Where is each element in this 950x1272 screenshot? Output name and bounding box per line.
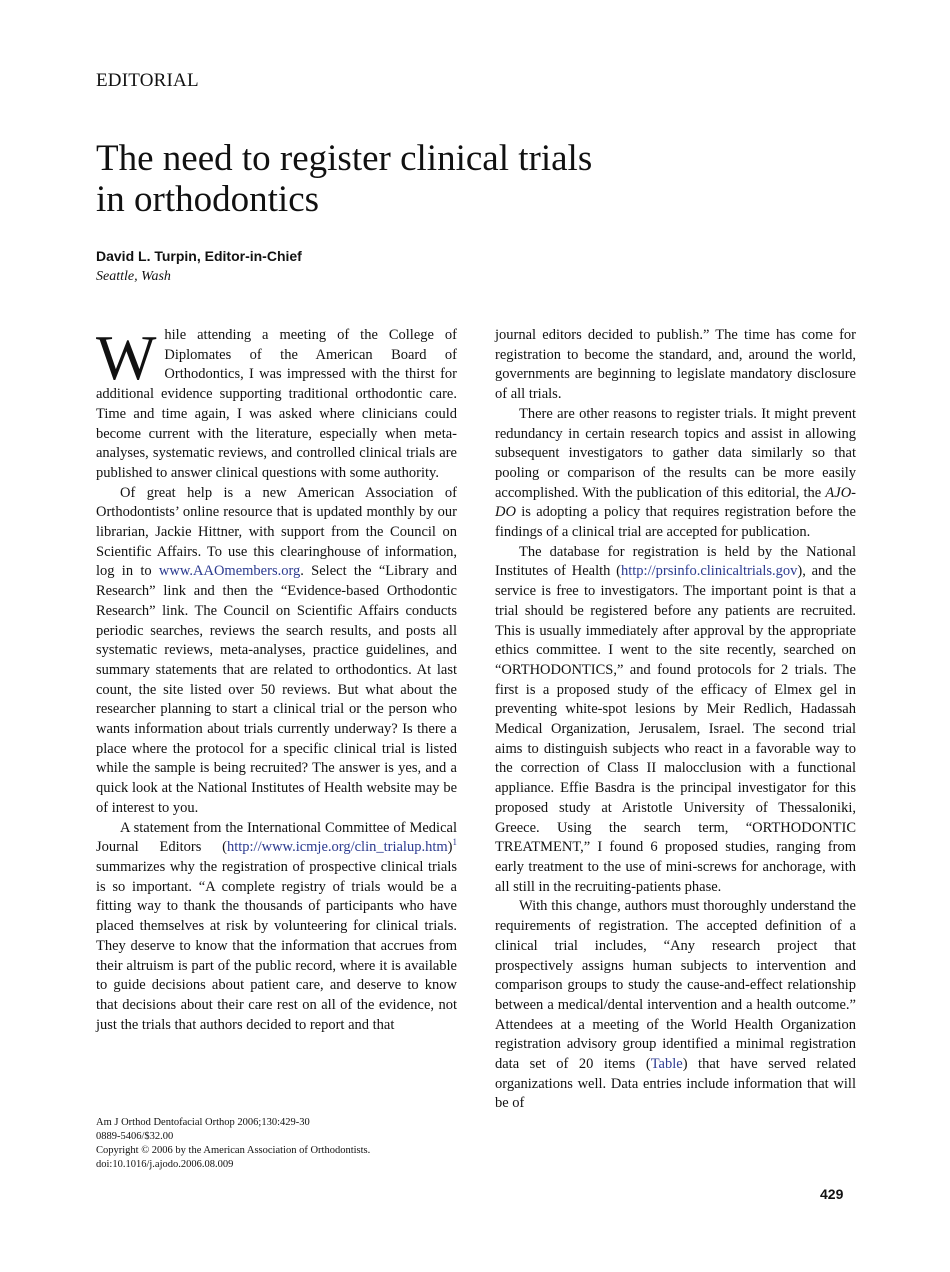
paragraph-text: summarizes why the registration of prospective clinical trials is so important. “A complete registry of trials would be a fitting way to thank the thousands of participants who have placed themselves at risk by volunteering for clinical trials. They deserve to know that the information that accrues from their altruism is part of the public record, where it is available to guide decisions about patient care, and deserve to know that decisions about their care rest on all of the evidence, not just the trials that authors decided to report and that <box>96 858 457 1033</box>
paragraph-text: There are other reasons to register trials. It might prevent redundancy in certain research topics and assist in allowing subsequent investigators to gather data similarly so that pooling or comparison of the results can be more easily accomplished. With the publication of this editorial, the <box>495 405 856 501</box>
article-title-line-2: in orthodontics <box>96 179 320 220</box>
paragraph <box>495 897 856 1114</box>
author-affiliation: Seattle, Wash <box>96 269 171 284</box>
paragraph-text: ), and the service is free to investigators. The important point is that a trial should be registered before any patients are recruited. This is usually immediately after approval by the appropriate ethics committee. I went to the site recently, searched on “ORTHODONTICS,” and found protocols for 2 trials. The first is a proposed study of the efficacy of Elmex gel in preventing white-spot lesions by Meir Redlich, Hadassah Medical Organization, Jerusalem, Israel. The second trial aims to distinguish subjects who react in a favorable way to the correction of Class II malocclusion with a functional appliance. Effie Basdra is the principal investigator for this proposed study at Aristotle University of Thessaloniki, Greece. Using the search term, “ORTHODONTIC TREATMENT,” I found 6 proposed studies, ranging from early treatment to the use of mini-screws for anchorage, with all still in the recruiting-patients phase. <box>495 563 856 895</box>
paragraph-text: The database for registration is held by the National Institutes of Health ( <box>495 543 856 580</box>
paragraph <box>495 543 856 898</box>
article-title-line-1: The need to register clinical trials <box>96 138 593 179</box>
paragraph-text: is adopting a policy that requires registration before the findings of a clinical trial are accepted for publication. <box>495 504 856 541</box>
paragraph-text: journal editors decided to publish.” The time has come for registration to become the standard, and, around the world, governments are beginning to legislate mandatory disclosure of all trials. <box>495 327 856 403</box>
paragraph-text: Of great help is a new American Association of Orthodontists’ online resource that is updated monthly by our librarian, Jackie Hittner, with support from the Council on Scientific Affairs. To use this clearinghouse of information, log in to <box>96 484 457 580</box>
paragraph-text: With this change, authors must thoroughly understand the requirements of registration. The accepted definition of a clinical trial includes, “Any research project that prospectively assigns human subjects to intervention and comparison groups to study the cause-and-effect relationship between a medical/dental intervention and a health outcome.” Attendees at a meeting of the World Health Organization registration advisory group identified a minimal registration data set of 20 items ( <box>495 898 856 1073</box>
paragraph-text: ) <box>447 839 453 856</box>
citation-doi: doi:10.1016/j.ajodo.2006.08.009 <box>96 1159 234 1170</box>
citation-journal: Am J Orthod Dentofacial Orthop 2006;130:429-30 <box>96 1117 310 1128</box>
section-label: EDITORIAL <box>96 70 199 91</box>
paragraph <box>495 405 856 543</box>
paragraph-text: A statement from the International Committee of Medical Journal Editors ( <box>96 819 457 856</box>
paragraph-text: . Select the “Library and Research” link and then the “Evidence-based Orthodontic Research” link. The Council on Scientific Affairs conducts periodic searches, reviews the search results, and posts all systematic reviews, meta-analyses, practice guidelines, and summary statements that are related to orthodontics. At last count, the site listed over 50 reviews. But what about the researcher planning to start a clinical trial or the person who wants information about trials currently underway? Is there a place where the protocol for a specific clinical trial is listed while the sample is being recruited? The answer is yes, and a quick look at the National Institutes of Health website may be of interest to you. <box>96 563 457 816</box>
citation-block <box>96 1116 370 1172</box>
icmje-link[interactable]: http://www.icmje.org/clin_trialup.htm <box>226 839 448 856</box>
paragraph <box>495 326 856 405</box>
left-column <box>96 322 457 1035</box>
article-title <box>96 138 796 220</box>
citation-issn: 0889-5406/$32.00 <box>96 1131 174 1142</box>
paragraph-text: hile attending a meeting of the College of Diplomates of the American Board of Orthodontics, I was impressed with the thirst for additional evidence supporting traditional orthodontic care. Time and time again, I was asked where clinicians could become current with the literature, especially when meta-analyses, systematic reviews, and controlled clinical trials are published to answer clinical questions with some authority. <box>96 327 457 481</box>
paragraph <box>96 819 457 1036</box>
page-number: 429 <box>820 1186 844 1202</box>
paragraph-text: ) that have served related organizations well. Data entries include information that will be of <box>495 1056 856 1112</box>
reference-1-link[interactable]: 1 <box>452 837 457 848</box>
clinicaltrials-link[interactable]: http://prsinfo.clinicaltrials.gov <box>620 563 798 580</box>
author-name: David L. Turpin, Editor-in-Chief <box>96 248 302 264</box>
citation-copyright: Copyright © 2006 by the American Association of Orthodontists. <box>96 1145 371 1156</box>
paragraph <box>96 484 457 819</box>
right-column <box>495 326 856 1114</box>
journal-abbrev: AJO-DO <box>495 484 856 521</box>
drop-cap: W <box>96 322 157 393</box>
paragraph <box>96 322 457 484</box>
aao-members-link[interactable]: www.AAOmembers.org <box>158 563 301 580</box>
table-link[interactable]: Table <box>650 1056 683 1073</box>
